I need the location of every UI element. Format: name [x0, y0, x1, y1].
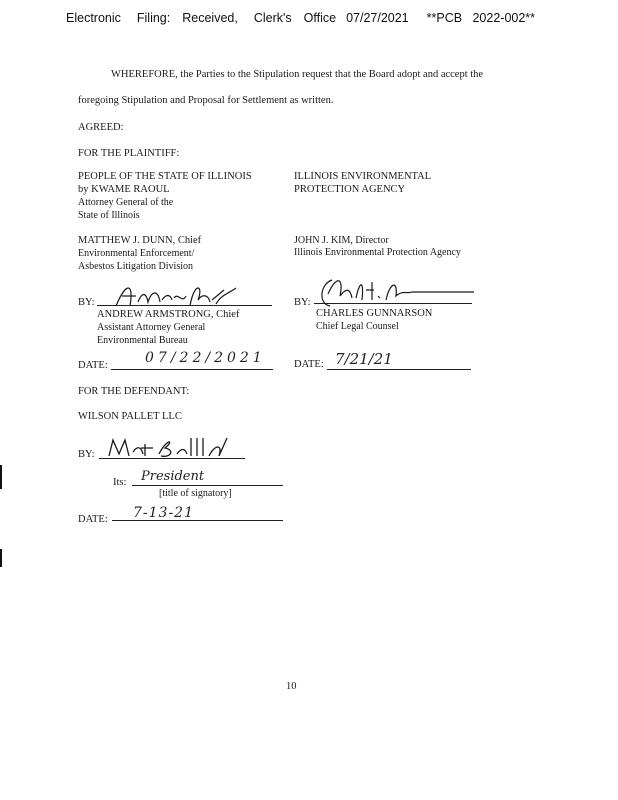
- date-line-right: [327, 369, 471, 370]
- date-value-defendant: 7-13-21: [133, 505, 194, 521]
- filing-stamp-header: [66, 11, 606, 25]
- header-received: Received,: [182, 11, 238, 25]
- its-label: Its:: [113, 477, 127, 488]
- its-line: [132, 485, 283, 486]
- official-dunn-title-1: Environmental Enforcement/: [78, 248, 195, 259]
- date-label-left: DATE:: [78, 360, 108, 371]
- its-value: President: [141, 469, 205, 484]
- signer-gunnarson-title: Chief Legal Counsel: [316, 321, 399, 332]
- for-defendant-heading: FOR THE DEFENDANT:: [78, 386, 190, 397]
- date-label-right: DATE:: [294, 359, 324, 370]
- by-label-right: BY:: [294, 297, 311, 308]
- scan-edge-mark-2: [0, 549, 2, 567]
- by-label-left: BY:: [78, 297, 95, 308]
- attorney-general-of: Attorney General of the: [78, 197, 174, 208]
- signer-armstrong: ANDREW ARMSTRONG, Chief: [97, 309, 240, 320]
- official-dunn-title-2: Asbestos Litigation Division: [78, 261, 193, 272]
- people-of-illinois: PEOPLE OF THE STATE OF ILLINOIS: [78, 171, 252, 182]
- defendant-company: WILSON PALLET LLC: [78, 411, 182, 422]
- illinois-epa: ILLINOIS ENVIRONMENTAL: [294, 171, 432, 182]
- official-dunn: MATTHEW J. DUNN, Chief: [78, 235, 202, 246]
- date-line-left: [111, 369, 273, 370]
- header-office: Office: [303, 11, 337, 25]
- title-of-signatory-caption: [title of signatory]: [159, 488, 232, 499]
- signer-armstrong-title-1: Assistant Attorney General: [97, 322, 206, 333]
- for-plaintiff-heading: FOR THE PLAINTIFF:: [78, 148, 180, 159]
- header-clerk: Clerk's: [253, 11, 292, 25]
- defendant-signature: [105, 434, 235, 467]
- header-case-number: **PCB 2022-002**: [426, 11, 536, 25]
- header-electronic: Electronic: [66, 11, 121, 25]
- by-label-defendant: BY:: [78, 449, 95, 460]
- page-number: 10: [286, 681, 297, 692]
- signer-gunnarson: CHARLES GUNNARSON: [316, 308, 433, 319]
- date-label-defendant: DATE:: [78, 514, 108, 525]
- date-value-right: 7/21/21: [335, 350, 393, 368]
- date-value-left: 07/22/2021: [145, 350, 266, 366]
- official-kim-title: Illinois Environmental Protection Agency: [294, 247, 461, 258]
- signer-armstrong-title-2: Environmental Bureau: [97, 335, 188, 346]
- header-filing: Filing:: [136, 11, 171, 25]
- state-of-illinois: State of Illinois: [78, 210, 140, 221]
- by-kwame-raoul: by KWAME RAOUL: [78, 184, 170, 195]
- agreed-label: AGREED:: [78, 122, 124, 133]
- header-date: 07/27/2021: [346, 11, 409, 25]
- scan-edge-mark-1: [0, 465, 2, 489]
- protection-agency: PROTECTION AGENCY: [294, 184, 406, 195]
- official-kim: JOHN J. KIM, Director: [294, 235, 389, 246]
- wherefore-line-1: WHEREFORE, the Parties to the Stipulation request that the Board adopt and accept the: [111, 69, 484, 80]
- wherefore-line-2: foregoing Stipulation and Proposal for Settlement as written.: [78, 95, 334, 106]
